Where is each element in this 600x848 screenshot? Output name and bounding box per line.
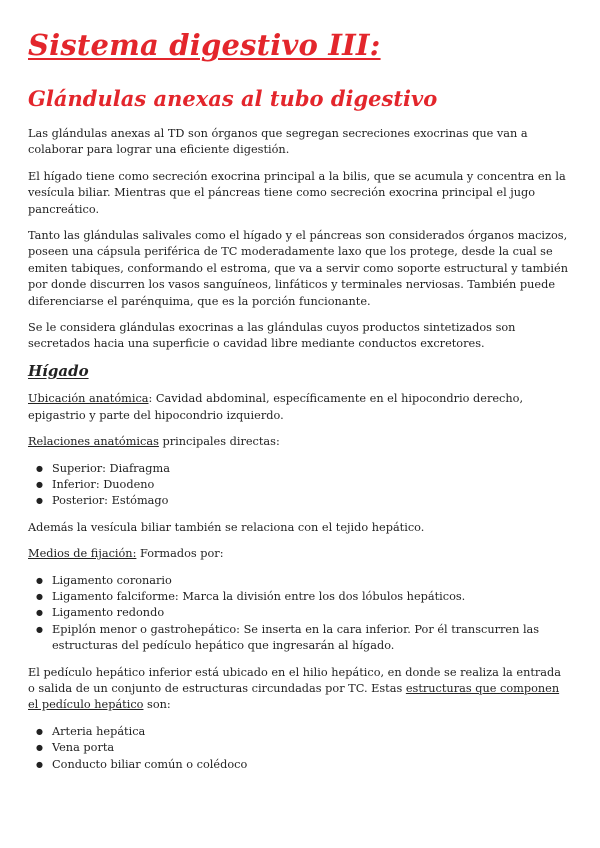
intro-paragraph-4: Se le considera glándulas exocrinas a las glándulas cuyos productos sintetizados son secretados hacia una superficie o cavidad libre mediante conductos excretores. — [28, 321, 516, 351]
list-item: ● Conducto biliar común o colédoco — [52, 757, 570, 773]
relaciones-text: principales directas: — [158, 435, 280, 449]
list-item: ● Ligamento redondo — [52, 605, 570, 621]
list-item: ● Inferior: Duodeno — [52, 477, 570, 493]
list-item: ● Vena porta — [52, 740, 570, 756]
pediculo-end: son: — [143, 698, 171, 712]
document-body — [28, 126, 570, 783]
ubicacion-text: : Cavidad abdominal, específicamente en el hipocondrio derecho, epigastrio y parte del hipocondrio izquierdo. — [28, 392, 524, 422]
section-subtitle: Glándulas anexas al tubo digestivo — [28, 86, 438, 111]
medios-paragraph — [28, 546, 570, 562]
relaciones-paragraph — [28, 434, 570, 450]
pediculo-text: El pedículo hepático inferior está ubicado en el hilio hepático, en donde se realiza la entrada o salida de un conjunto de estructuras circundadas por TC. Estas — [28, 665, 561, 695]
pediculo-paragraph — [28, 665, 570, 714]
pediculo-link: estructuras que componen el pedículo hepático — [28, 681, 560, 712]
ubicacion-label: Ubicación anatómica — [28, 392, 149, 406]
higado-heading: Hígado — [28, 361, 89, 380]
intro-paragraph-3: Tanto las glándulas salivales como el hígado y el páncreas son considerados órganos macizos, poseen una cápsula periférica de TC moderadamente laxo que los protege, desde la cual se emiten tabiques, conformando el estroma, que va a servir como soporte estructural y también por donde discurren los vasos sanguíneos, linfáticos y terminales nerviosas. También puede diferenciarse el parénquima, que es la porción funcionante. — [28, 229, 568, 308]
list-item: ● Superior: Diafragma — [52, 461, 570, 477]
page-title: Sistema digestivo III: — [28, 28, 381, 62]
relaciones-label: Relaciones anatómicas — [28, 435, 159, 449]
ubicacion-paragraph — [28, 391, 570, 424]
medios-list — [28, 573, 570, 655]
vesicula-paragraph: Además la vesícula biliar también se relaciona con el tejido hepático. — [28, 520, 425, 534]
list-item: ● Ligamento falciforme: Marca la división entre los dos lóbulos hepáticos. — [52, 589, 570, 605]
pediculo-list — [28, 724, 570, 773]
list-item: ● Epiplón menor o gastrohepático: Se inserta en la cara inferior. Por él transcurren las estructuras del pedículo hepático que ingresarán al hígado. — [52, 622, 570, 655]
list-item: ● Ligamento coronario — [52, 573, 570, 589]
intro-paragraph-2: El hígado tiene como secreción exocrina principal a la bilis, que se acumula y concentra en la vesícula biliar. Mientras que el páncreas tiene como secreción exocrina principal el jugo pancreático. — [28, 169, 566, 216]
medios-label: Medios de fijación: — [28, 547, 137, 561]
list-item: ● Posterior: Estómago — [52, 493, 570, 509]
intro-paragraph-1: Las glándulas anexas al TD son órganos que segregan secreciones exocrinas que van a colaborar para lograr una eficiente digestión. — [28, 127, 528, 157]
list-item: ● Arteria hepática — [52, 724, 570, 740]
relaciones-list — [28, 461, 570, 510]
medios-text: Formados por: — [136, 547, 224, 561]
